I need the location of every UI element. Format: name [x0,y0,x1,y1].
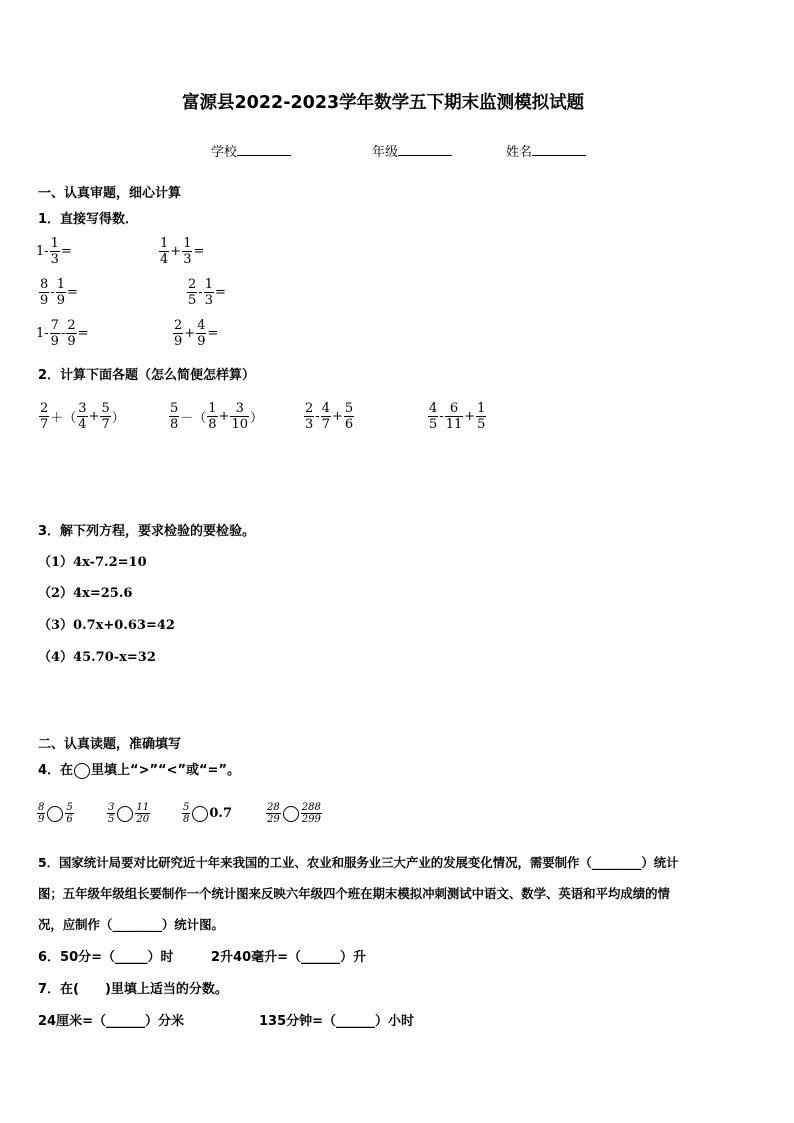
q4-item-1[interactable] [36,802,75,825]
fraction: $\frac{3}{10}$ [231,401,249,432]
q4-label: 4．在 里填上“>”“<”或“=”。 [38,763,240,778]
fraction: $\frac{28}{29}$ [267,802,280,825]
fraction: $\frac{3}{5}$ [108,802,115,825]
q1-item-5: 1- $\frac{7}{9}$ - $\frac{2}{9}$ = [36,318,89,349]
q7-label: 7．在( )里填上适当的分数。 [38,982,228,997]
fraction: $\frac{5}{6}$ [66,802,73,825]
q3-equation-3: （3）0.7x+0.63=42 [38,618,175,633]
fraction: $\frac{7}{9}$ [50,318,59,349]
q2-label: 2．计算下面各题（怎么简便怎样算） [38,368,256,383]
q2-item-1: $\frac{2}{7}$ ＋（ $\frac{3}{4}$ + $\frac{5}{7}$ ） [40,401,125,432]
fraction: $\frac{2}{9}$ [67,318,76,349]
q1-item-3: $\frac{8}{9}$ - $\frac{1}{9}$ = [40,277,78,308]
section2-heading: 二、认真读题，准确填写 [38,737,182,752]
fraction: $\frac{2}{5}$ [188,277,197,308]
fraction: $\frac{4}{9}$ [197,318,206,349]
q3-equation-4: （4）45.70-x=32 [38,650,156,665]
q6-part-2: 2升40毫升=（______）升 [211,950,367,965]
q7-part-1: 24厘米=（______）分米 [38,1014,184,1029]
fraction: $\frac{6}{11}$ [445,401,463,432]
q4-item-2[interactable] [106,802,151,825]
fraction: $\frac{4}{7}$ [321,401,330,432]
fraction: $\frac{8}{9}$ [40,277,49,308]
fraction: $\frac{2}{7}$ [40,401,49,432]
q2-item-3: $\frac{2}{3}$ - $\frac{4}{7}$ + $\frac{5}{6}$ [305,401,354,432]
fraction: $\frac{8}{9}$ [38,802,45,825]
name-field[interactable]: 姓名 [506,141,586,160]
q6-part-1: 6．50分=（_____）时 [38,950,174,965]
fraction: $\frac{1}{9}$ [56,277,65,308]
q3-equation-1: （1）4x-7.2=10 [38,555,147,570]
q5-line-2: 图；五年级年级组长要制作一个统计图来反映六年级四个班在期末模拟冲刺测试中语文、数学、英语和平均成绩的情 [38,886,670,901]
q2-item-2: $\frac{5}{8}$ －（ $\frac{1}{8}$ + $\frac{3}{10}$ ） [170,401,264,432]
q1-item-4: $\frac{2}{5}$ - $\frac{1}{3}$ = [188,277,226,308]
compare-circle[interactable] [192,806,208,822]
fraction: $\frac{1}{5}$ [477,401,486,432]
q4-item-3[interactable]: $\frac{5}{8}$ 0.7 [183,802,232,825]
fraction: $\frac{5}{6}$ [344,401,354,432]
q5-line-3: 况，应制作（________）统计图。 [38,917,224,932]
q1-item-2: $\frac{1}{4}$ + $\frac{1}{3}$ = [160,236,205,267]
q1-label: 1．直接写得数． [38,212,139,227]
compare-circle[interactable] [47,806,63,822]
fraction: $\frac{1}{8}$ [208,401,217,432]
fraction: $\frac{1}{3}$ [183,236,192,267]
fraction: $\frac{5}{7}$ [101,401,110,432]
compare-circle[interactable] [117,806,133,822]
fraction: $\frac{5}{8}$ [183,802,190,825]
fraction: $\frac{4}{5}$ [429,401,438,432]
fraction: $\frac{1}{3}$ [204,277,213,308]
fraction: $\frac{288}{299}$ [301,802,321,825]
q1-item-1: 1- $\frac{1}{3}$ = [36,236,72,267]
fraction: $\frac{2}{9}$ [174,318,183,349]
q3-equation-2: （2）4x=25.6 [38,586,133,601]
grade-field[interactable]: 年级 [372,141,452,160]
q7-part-2: 135分钟=（______）小时 [259,1014,415,1029]
circle-icon [74,763,90,779]
section1-heading: 一、认真审题，细心计算 [38,186,182,201]
fraction: $\frac{1}{3}$ [50,236,59,267]
fraction: $\frac{2}{3}$ [305,401,314,432]
compare-circle[interactable] [283,806,299,822]
q2-item-4: $\frac{4}{5}$ - $\frac{6}{11}$ + $\frac{1}{5}$ [429,401,486,432]
fraction: $\frac{11}{20}$ [136,802,150,825]
school-field[interactable]: 学校 [211,141,291,160]
q5-line-1: 5．国家统计局要对比研究近十年来我国的工业、农业和服务业三大产业的发展变化情况，需要制作（________）统计 [38,855,679,870]
q4-item-4[interactable] [265,802,323,825]
q1-item-6: $\frac{2}{9}$ + $\frac{4}{9}$ = [174,318,219,349]
fraction: $\frac{3}{4}$ [78,401,87,432]
page-title: 富源县2022-2023学年数学五下期末监测模拟试题 [182,93,585,113]
fraction: $\frac{1}{4}$ [160,236,169,267]
q3-label: 3．解下列方程，要求检验的要检验。 [38,524,256,539]
fraction: $\frac{5}{8}$ [170,401,179,432]
